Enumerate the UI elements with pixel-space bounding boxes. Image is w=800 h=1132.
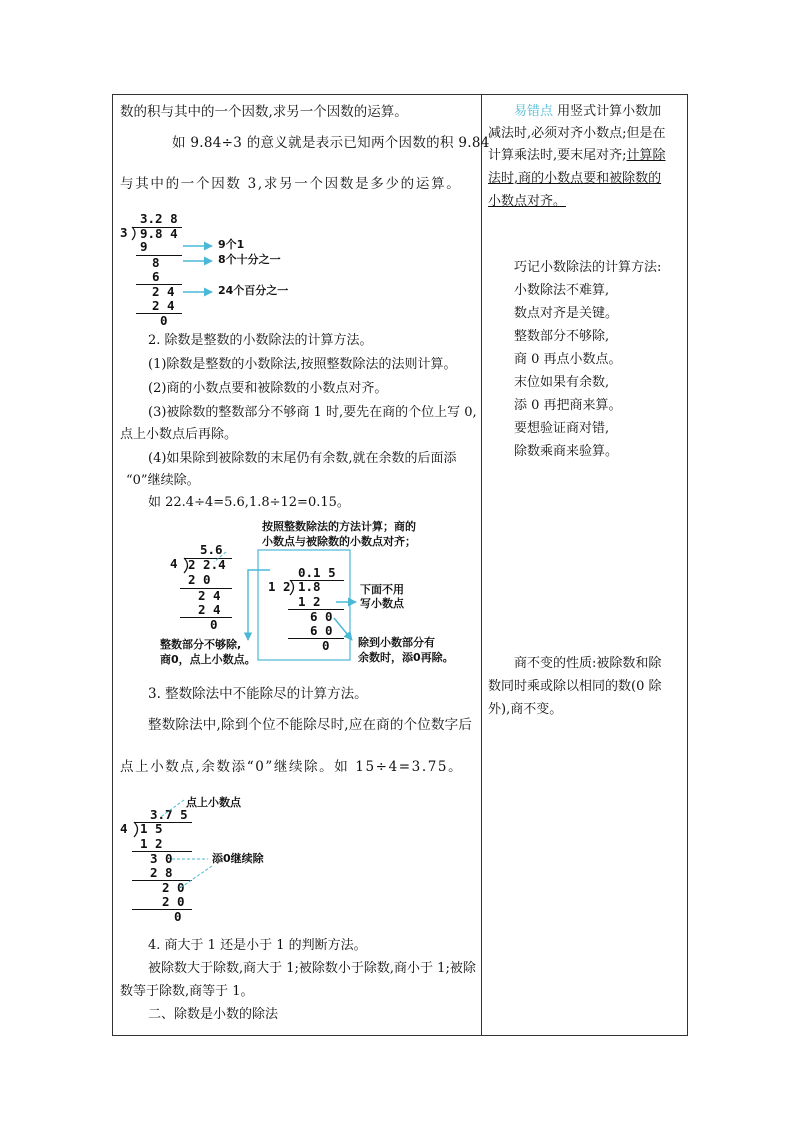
rule-item: (3)被除数的整数部分不够商 1 时,要先在商的个位上写 0, [148, 405, 477, 420]
section-heading: 4. 商大于 1 还是小于 1 的判断方法。 [148, 938, 367, 953]
text-line: 外),商不变。 [488, 702, 563, 717]
step-row: 2 8 [150, 865, 173, 880]
step-row: 2 0 [162, 894, 185, 909]
arrow [334, 618, 352, 640]
rhyme-line: 商 0 再点小数点。 [514, 352, 622, 367]
annotation-label: 24个百分之一 [218, 284, 289, 297]
quotient: 3.7 5 [150, 807, 188, 822]
divisor: 1 2 [268, 579, 291, 594]
division-bracket [290, 580, 294, 595]
text-line: 数同时乘或除以相同的数(0 除 [488, 679, 662, 694]
step-row: 2 0 [188, 572, 211, 587]
underlined-line: 法时,商的小数点要和被除数的 [488, 171, 662, 186]
note: 整数部分不够除, [160, 638, 242, 651]
dividend: 1.8 [298, 579, 321, 594]
note: 按照整数除法的方法计算；商的 [262, 520, 416, 533]
rule-item: 点上小数点后再除。 [120, 427, 238, 442]
step-row: 0 [210, 617, 218, 632]
rhyme-line: 末位如果有余数, [514, 375, 610, 390]
dividend: 1 5 [140, 821, 163, 836]
quotient: 5.6 [200, 542, 223, 557]
note: 写小数点 [360, 597, 404, 610]
rhyme-title: 巧记小数除法的计算方法: [514, 260, 662, 275]
rule-item: (1)除数是整数的小数除法,按照整数除法的法则计算。 [148, 357, 457, 372]
text-line: 与其中的一个因数 3,求另一个因数是多少的运算。 [120, 176, 462, 192]
division-bracket [132, 227, 135, 240]
text-line: 被除数大于除数,商大于 1;被除数小于除数,商小于 1;被除 [148, 961, 476, 976]
dashed-pointer [180, 866, 212, 888]
dividend: 2 2.4 [188, 557, 226, 572]
rhyme-line: 小数除法不难算, [514, 283, 610, 298]
text-span: 计算乘法时,要末尾对齐; [488, 148, 627, 163]
annotation-label: 9个1 [218, 238, 245, 251]
underlined-span: 计算除 [626, 148, 666, 163]
step-row: 9 [140, 239, 148, 254]
step-row: 2 4 [198, 602, 221, 617]
quotient: 3.2 8 [140, 211, 178, 226]
rhyme-line: 添 0 再把商来算。 [514, 398, 622, 413]
highlight-box [258, 550, 350, 660]
quotient: 0.1 5 [298, 565, 336, 580]
dashed-pointer [214, 552, 226, 562]
step-row: 3 0 [150, 851, 173, 866]
annotation-label: 添0继续除 [212, 852, 264, 865]
error-text: 用竖式计算小数加 [557, 104, 662, 119]
rhyme-line: 整数部分不够除, [514, 329, 610, 344]
divisor: 4 [120, 821, 128, 836]
section-heading: 二、除数是小数的除法 [148, 1007, 279, 1022]
annotation-label: 8个十分之一 [218, 253, 281, 266]
text-line: 减法时,必须对齐小数点;但是在 [488, 126, 666, 141]
note: 商0，点上小数点。 [160, 653, 256, 666]
section-heading: 2. 除数是整数的小数除法的计算方法。 [148, 333, 373, 348]
step-row: 2 4 [198, 588, 221, 603]
rule-item: (2)商的小数点要和被除数的小数点对齐。 [148, 381, 388, 396]
section-heading: 3. 整数除法中不能除尽的计算方法。 [148, 686, 368, 702]
rule-item: (4)如果除到被除数的末尾仍有余数,就在余数的后面添 [148, 451, 457, 466]
note: 小数点与被除数的小数点对齐； [262, 535, 416, 548]
step-row: 6 0 [310, 609, 333, 624]
step-row: 0 [322, 638, 330, 653]
rule-item: “0”继续除。 [126, 473, 200, 488]
text-line: 点上小数点,余数添“0”继续除。如 15÷4=3.75。 [120, 759, 464, 775]
dividend: 9.8 4 [140, 226, 178, 241]
step-row: 8 [152, 255, 160, 270]
note: 下面不用 [360, 583, 404, 596]
error-tag: 易错点 [514, 104, 554, 119]
step-row: 6 0 [310, 623, 333, 638]
note: 除到小数部分有 [358, 636, 435, 649]
dashed-pointer [162, 800, 184, 816]
arrow [248, 570, 270, 640]
step-row: 1 2 [140, 836, 163, 851]
step-row: 6 [152, 269, 160, 284]
rhyme-line: 除数乘商来验算。 [514, 444, 619, 459]
step-row: 1 2 [298, 594, 321, 609]
division-bracket [134, 822, 138, 837]
divisor: 3 [120, 225, 128, 240]
text-line: 数的积与其中的一个因数,求另一个因数的运算。 [120, 104, 408, 120]
step-row: 0 [174, 909, 182, 924]
annotation-label: 点上小数点 [186, 796, 241, 809]
step-row: 2 4 [152, 298, 175, 313]
rhyme-line: 要想验证商对错, [514, 421, 610, 436]
rhyme-line: 数点对齐是关键。 [514, 306, 619, 321]
division-bracket [184, 558, 188, 573]
example: 如 22.4÷4=5.6,1.8÷12=0.15。 [148, 495, 350, 510]
underlined-line: 小数点对齐。 [488, 194, 567, 209]
step-row: 0 [160, 313, 168, 328]
divisor: 4 [170, 556, 178, 571]
text-line: 数等于除数,商等于 1。 [120, 984, 254, 999]
text-line: 商不变的性质:被除数和除 [514, 656, 662, 671]
text-line: 如 9.84÷3 的意义就是表示已知两个因数的积 9.84 [172, 135, 490, 151]
step-row: 2 4 [152, 284, 175, 299]
step-row: 2 0 [162, 880, 185, 895]
note: 余数时，添0再除。 [358, 651, 454, 664]
text-line: 整数除法中,除到个位不能除尽时,应在商的个位数字后 [148, 717, 473, 733]
